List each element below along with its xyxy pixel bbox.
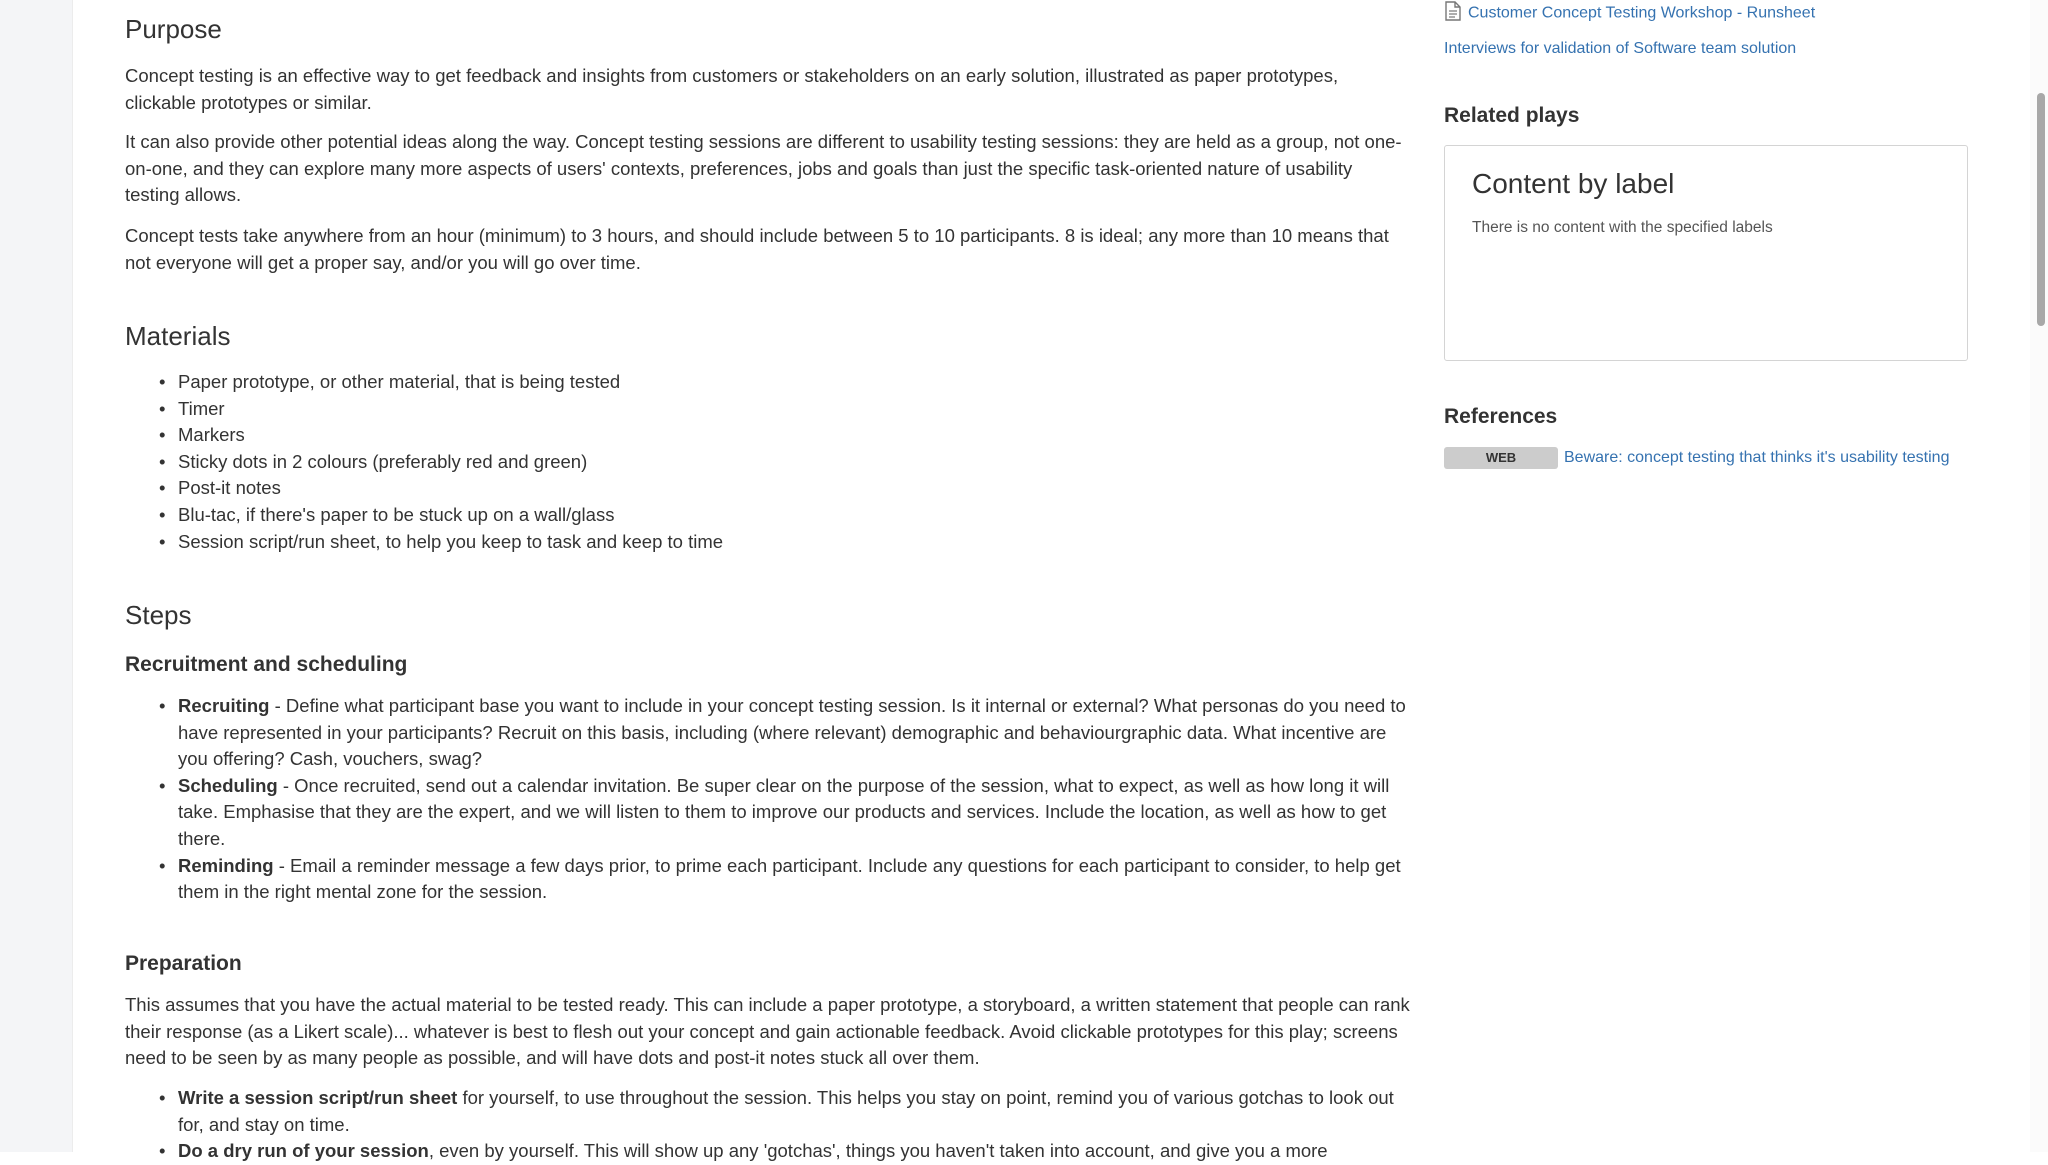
list-item: [125, 693, 1410, 773]
item-term: Scheduling: [178, 774, 278, 796]
item-text: for yourself, to use throughout the session. This helps you stay on point, remind you of various gotchas to look out for, and stay on time.: [178, 1087, 1394, 1135]
web-badge: WEB: [1444, 447, 1558, 469]
scrollbar-thumb[interactable]: [2037, 93, 2045, 326]
recruitment-list: [125, 693, 1410, 906]
materials-heading: Materials: [125, 321, 231, 351]
vertical-scrollbar[interactable]: [2030, 0, 2048, 1152]
list-item: [125, 853, 1410, 906]
related-plays-heading: Related plays: [1444, 104, 1580, 127]
purpose-paragraph-2: It can also provide other potential ideas along the way. Concept testing sessions are different to usability testing sessions: they are held as a group, not one-on-one, and they can explore many more aspects of users' contexts, preferences, jobs and goals than just the specific task-oriented nature of usability testing allows.: [125, 131, 1402, 206]
item-text: - Define what participant base you want to include in your concept testing session. Is it internal or external? What personas do you need to have represented in your participants? Recruit on this basis, including (where relevant) demographic and behaviourgraphic data. What incentive are you offering? Cash, vouchers, swag?: [178, 695, 1406, 770]
preparation-list: [125, 1085, 1410, 1165]
item-term: Do a dry run of your session: [178, 1140, 429, 1162]
references-heading: References: [1444, 405, 1558, 428]
list-item: • Post-it notes: [125, 475, 1410, 502]
recruitment-heading: Recruitment and scheduling: [125, 653, 408, 676]
list-item: [125, 773, 1410, 853]
list-item: [125, 1138, 1410, 1165]
item-text: , even by yourself. This will show up any 'gotchas', things you haven't taken into account, and give you a more: [428, 1140, 1328, 1162]
preparation-paragraph: This assumes that you have the actual material to be tested ready. This can include a paper prototype, a storyboard, a written statement that people can rank their response (as a Likert scale)... whatever is best to flesh out your concept and gain actionable feedback. Avoid clickable prototypes for this play; screens need to be seen by as many people as possible, and will have dots and post-it notes stuck all over them.: [125, 994, 1410, 1069]
reference-row: [1444, 447, 1949, 469]
list-item: • Sticky dots in 2 colours (preferably red and green): [125, 449, 1410, 476]
document-icon: [1444, 1, 1462, 26]
item-text: - Once recruited, send out a calendar invitation. Be super clear on the purpose of the session, what to expect, as well as how long it will take. Emphasise that they are the expert, and we will listen to them to improve our products and services. Include the location, as well as how to get there.: [178, 774, 1390, 849]
list-item: • Blu-tac, if there's paper to be stuck up on a wall/glass: [125, 502, 1410, 529]
item-text: - Email a reminder message a few days prior, to prime each participant. Include any questions for each participant to consider, to help get them in the right mental zone for the session.: [178, 854, 1401, 903]
sidebar-link-runsheet-row: [1444, 1, 1815, 26]
item-term: Recruiting: [178, 695, 270, 716]
list-item: • Markers: [125, 422, 1410, 449]
content-by-label-title: Content by label: [1472, 168, 1675, 199]
materials-list: [125, 369, 1410, 555]
purpose-heading: Purpose: [125, 14, 222, 44]
reference-link[interactable]: Beware: concept testing that thinks it's usability testing: [1564, 449, 1950, 466]
preparation-heading: Preparation: [125, 952, 242, 975]
list-item: • Timer: [125, 396, 1410, 423]
purpose-paragraph-3: Concept tests take anywhere from an hour (minimum) to 3 hours, and should include between 5 to 10 participants. 8 is ideal; any more than 10 means that not everyone will get a proper say, and/or you will go over time.: [125, 225, 1389, 273]
left-gutter: [0, 0, 73, 1152]
list-item: [125, 1085, 1410, 1138]
content-by-label-message: There is no content with the specified labels: [1472, 219, 1773, 236]
purpose-paragraph-1: Concept testing is an effective way to get feedback and insights from customers or stakeholders on an early solution, illustrated as paper prototypes, clickable prototypes or similar.: [125, 65, 1339, 113]
list-item: • Paper prototype, or other material, that is being tested: [125, 369, 1410, 396]
steps-heading: Steps: [125, 600, 192, 630]
item-term: Reminding: [178, 854, 274, 876]
interviews-link[interactable]: Interviews for validation of Software team solution: [1444, 40, 1797, 57]
item-term: Write a session script/run sheet: [178, 1087, 458, 1108]
list-item: • Session script/run sheet, to help you keep to task and keep to time: [125, 529, 1410, 556]
runsheet-link[interactable]: Customer Concept Testing Workshop - Runsheet: [1468, 4, 1816, 22]
content-by-label-panel: [1444, 145, 1968, 361]
